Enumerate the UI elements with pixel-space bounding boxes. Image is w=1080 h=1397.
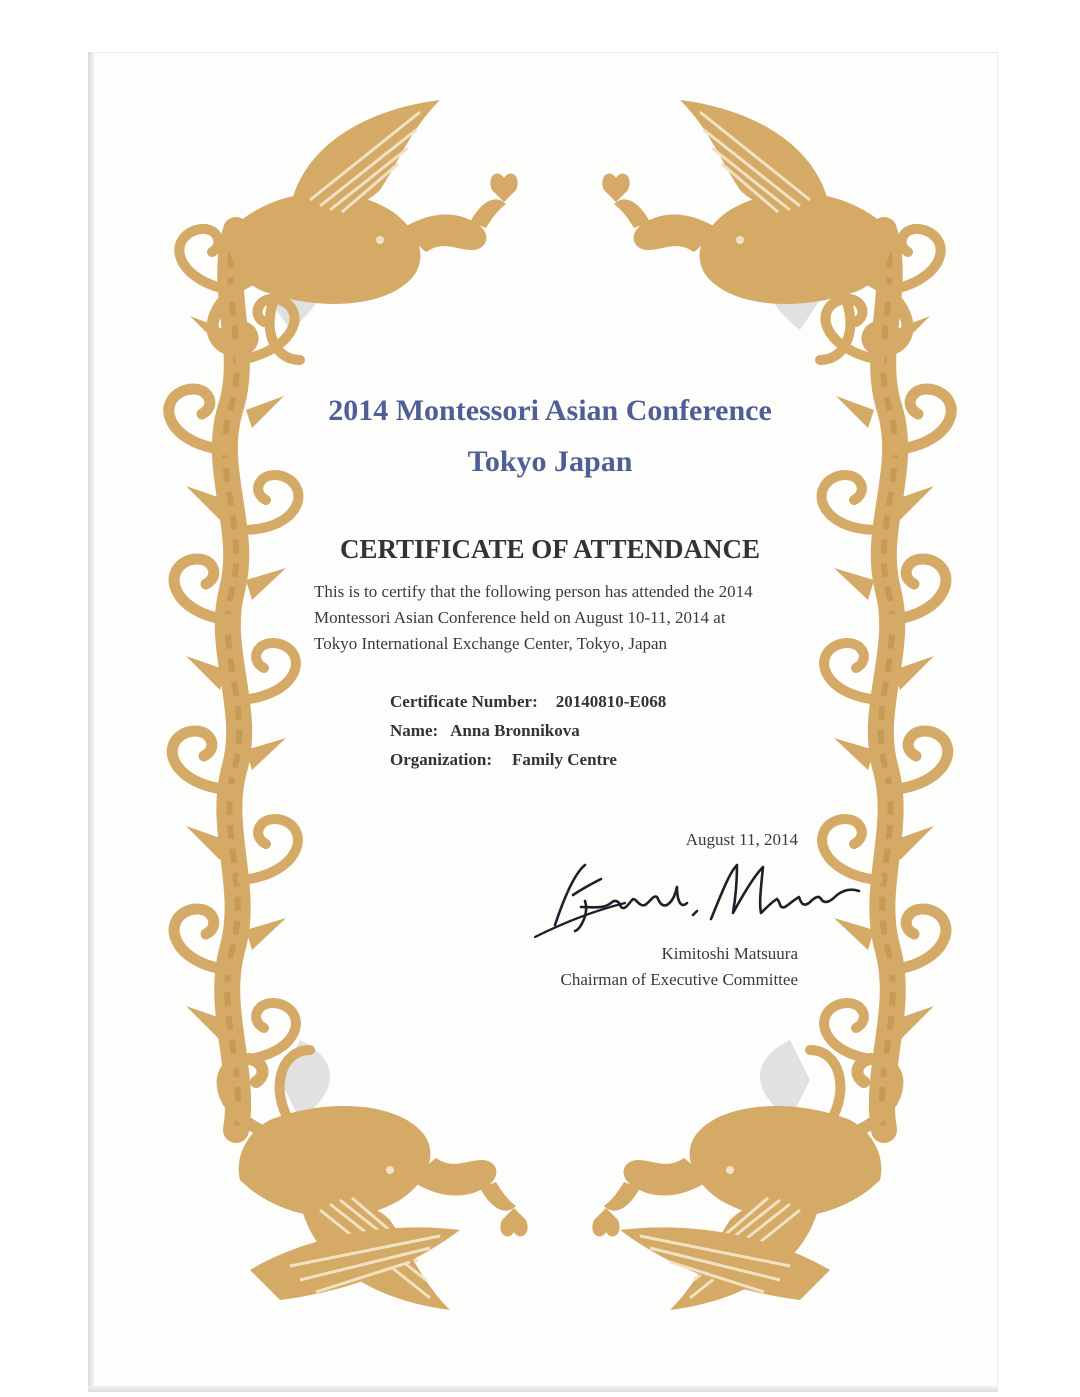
certificate-number-value: 20140810-E068 [555,692,667,711]
statement-line-2: Montessori Asian Conference held on August 10-11, 2014 at [314,608,726,627]
statement-line-1: This is to certify that the following person has attended the 2014 [314,582,753,601]
handwritten-signature [515,855,865,945]
signer-name: Kimitoshi Matsuura [661,944,798,963]
organization-row [390,748,617,772]
certificate-number-row [390,690,666,714]
conference-title: 2014 Montessori Asian Conference [328,394,772,427]
certificate-heading: CERTIFICATE OF ATTENDANCE [339,534,761,564]
issue-date: August 11, 2014 [685,830,798,849]
signer-title: Chairman of Executive Committee [560,970,798,989]
conference-location: Tokyo Japan [467,445,633,478]
statement-line-3: Tokyo International Exchange Center, Tokyo, Japan [314,634,668,653]
name-value: Anna Bronnikova [450,721,580,740]
organization-label: Organization: [390,750,492,769]
certificate-number-label: Certificate Number: [390,692,538,711]
name-row [390,719,580,743]
name-label: Name: [390,721,439,740]
organization-value: Family Centre [512,750,617,769]
